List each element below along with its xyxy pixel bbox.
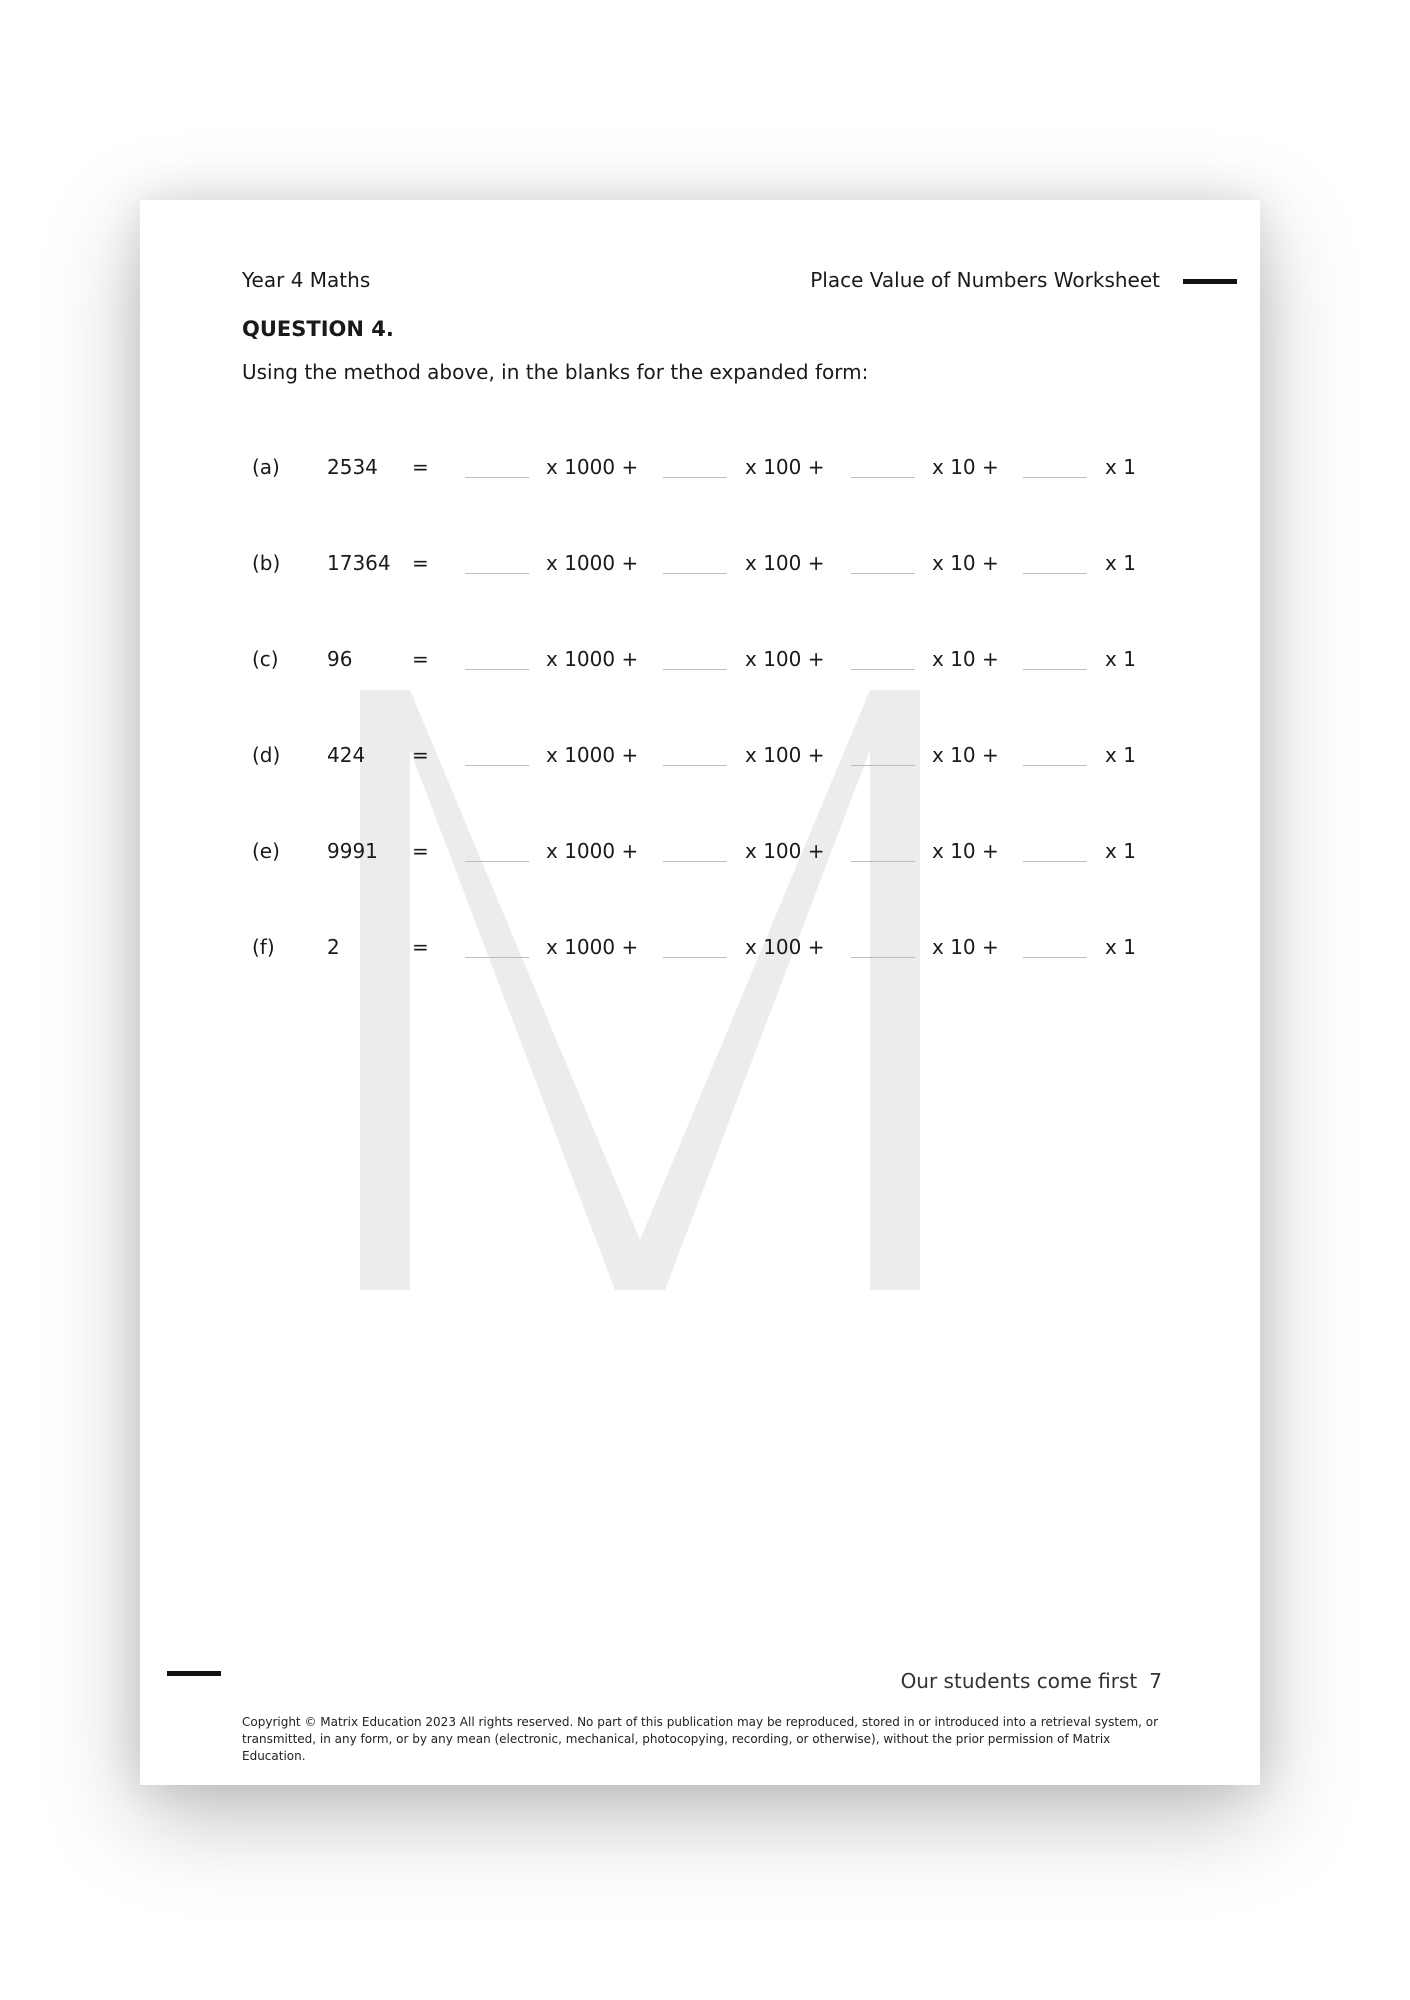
row-label: (b) xyxy=(252,551,281,575)
ones-blank[interactable] xyxy=(1023,765,1087,766)
equals-sign: = xyxy=(412,551,429,575)
header-accent-bar xyxy=(1183,279,1237,284)
ones-blank[interactable] xyxy=(1023,957,1087,958)
footer-tagline-text: Our students come first xyxy=(900,1669,1138,1693)
expanded-form-row xyxy=(140,841,1260,881)
row-label: (d) xyxy=(252,743,281,767)
row-label: (e) xyxy=(252,839,280,863)
footer-tagline xyxy=(901,1671,1162,1691)
expanded-form-row xyxy=(140,937,1260,977)
tens-term: x 10 + xyxy=(932,839,999,863)
thousands-blank[interactable] xyxy=(465,765,529,766)
hundreds-term: x 100 + xyxy=(745,743,825,767)
question-title: QUESTION 4. xyxy=(242,317,394,341)
ones-term: x 1 xyxy=(1105,455,1136,479)
row-label: (c) xyxy=(252,647,279,671)
row-number: 9991 xyxy=(327,839,378,863)
tens-blank[interactable] xyxy=(851,861,915,862)
tens-term: x 10 + xyxy=(932,455,999,479)
ones-term: x 1 xyxy=(1105,743,1136,767)
header-subject: Year 4 Maths xyxy=(242,268,371,292)
row-number: 424 xyxy=(327,743,366,767)
tens-blank[interactable] xyxy=(851,669,915,670)
tens-blank[interactable] xyxy=(851,957,915,958)
ones-blank[interactable] xyxy=(1023,861,1087,862)
tens-term: x 10 + xyxy=(932,743,999,767)
thousands-blank[interactable] xyxy=(465,861,529,862)
hundreds-blank[interactable] xyxy=(663,957,727,958)
expanded-form-row xyxy=(140,649,1260,689)
expanded-form-row xyxy=(140,553,1260,593)
header-worksheet-title: Place Value of Numbers Worksheet xyxy=(810,268,1160,292)
tens-term: x 10 + xyxy=(932,647,999,671)
expanded-form-row xyxy=(140,457,1260,497)
footer-accent-bar xyxy=(167,1671,221,1676)
thousands-term: x 1000 + xyxy=(546,743,639,767)
equals-sign: = xyxy=(412,647,429,671)
expanded-form-row xyxy=(140,745,1260,785)
ones-term: x 1 xyxy=(1105,647,1136,671)
hundreds-term: x 100 + xyxy=(745,839,825,863)
thousands-blank[interactable] xyxy=(465,573,529,574)
hundreds-term: x 100 + xyxy=(745,455,825,479)
question-instruction: Using the method above, in the blanks for the expanded form: xyxy=(242,360,869,384)
equals-sign: = xyxy=(412,743,429,767)
hundreds-term: x 100 + xyxy=(745,551,825,575)
tens-blank[interactable] xyxy=(851,477,915,478)
page-number: 7 xyxy=(1149,1669,1162,1693)
hundreds-blank[interactable] xyxy=(663,765,727,766)
row-label: (f) xyxy=(252,935,275,959)
hundreds-blank[interactable] xyxy=(663,573,727,574)
hundreds-blank[interactable] xyxy=(663,477,727,478)
tens-blank[interactable] xyxy=(851,765,915,766)
row-number: 2 xyxy=(327,935,340,959)
equals-sign: = xyxy=(412,839,429,863)
ones-blank[interactable] xyxy=(1023,477,1087,478)
tens-term: x 10 + xyxy=(932,551,999,575)
ones-term: x 1 xyxy=(1105,935,1136,959)
thousands-term: x 1000 + xyxy=(546,935,639,959)
tens-term: x 10 + xyxy=(932,935,999,959)
worksheet-page xyxy=(140,200,1260,1785)
copyright-notice: Copyright © Matrix Education 2023 All rights reserved. No part of this publication may be reproduced, stored in or introduced into a retrieval system, or transmitted, in any form, or by any mean (electronic, mechanical, photocopying, recording, or otherwise), without the prior permission of Matrix Education. xyxy=(242,1715,1159,1763)
thousands-term: x 1000 + xyxy=(546,455,639,479)
row-number: 96 xyxy=(327,647,353,671)
ones-blank[interactable] xyxy=(1023,573,1087,574)
thousands-term: x 1000 + xyxy=(546,839,639,863)
ones-term: x 1 xyxy=(1105,839,1136,863)
ones-term: x 1 xyxy=(1105,551,1136,575)
hundreds-blank[interactable] xyxy=(663,669,727,670)
hundreds-term: x 100 + xyxy=(745,935,825,959)
equals-sign: = xyxy=(412,455,429,479)
row-number: 2534 xyxy=(327,455,378,479)
hundreds-term: x 100 + xyxy=(745,647,825,671)
tens-blank[interactable] xyxy=(851,573,915,574)
thousands-blank[interactable] xyxy=(465,669,529,670)
row-number: 17364 xyxy=(327,551,391,575)
ones-blank[interactable] xyxy=(1023,669,1087,670)
thousands-blank[interactable] xyxy=(465,477,529,478)
thousands-term: x 1000 + xyxy=(546,551,639,575)
thousands-term: x 1000 + xyxy=(546,647,639,671)
equals-sign: = xyxy=(412,935,429,959)
thousands-blank[interactable] xyxy=(465,957,529,958)
row-label: (a) xyxy=(252,455,280,479)
hundreds-blank[interactable] xyxy=(663,861,727,862)
